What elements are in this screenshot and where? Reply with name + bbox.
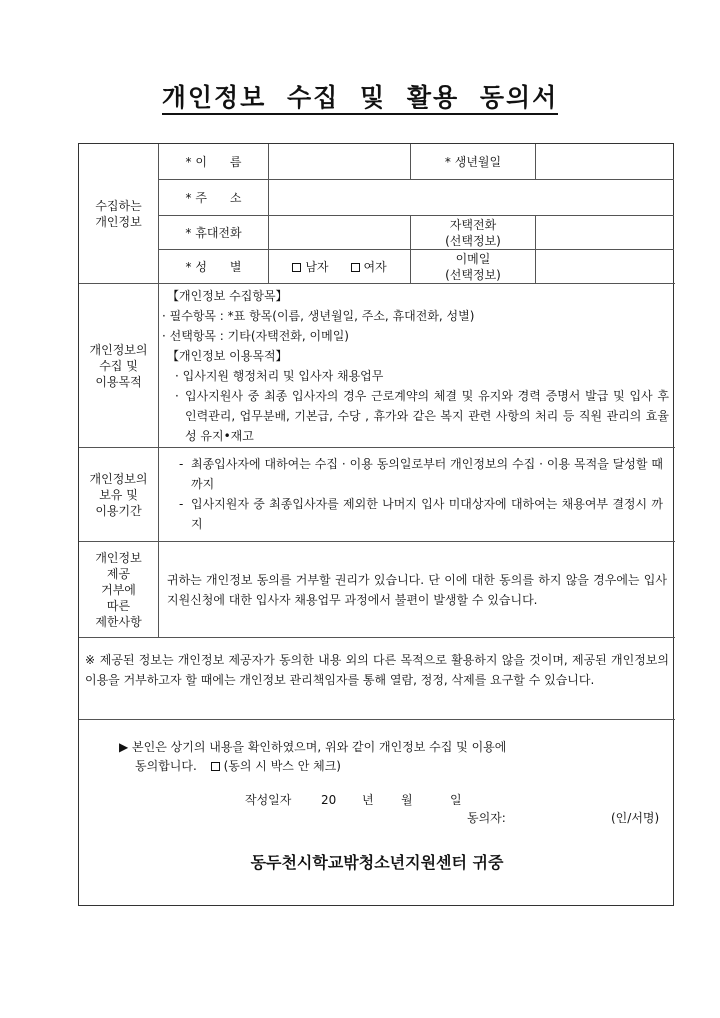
year-label: 년 (362, 793, 374, 807)
birthdate-label: * 생년월일 (444, 154, 502, 169)
purpose-line: · 필수항목 : *표 항목(이름, 생년월일, 주소, 휴대전화, 성별) (162, 309, 475, 323)
purpose-paragraph: 입사지원사 중 최종 입사자의 경우 근로계약의 체결 및 유지와 경력 증명서 발급 및 입사 후 인력관리, 업무분배, 기본급, 수당 , 휴가와 같은 복지 관련 사항의 처리 등 직원 관리의 효율성 유지•재고 (185, 389, 669, 443)
retention-dash: - (179, 497, 184, 511)
purpose-line: 【개인정보 수집항목】 (167, 289, 288, 303)
section-label-purpose: 개인정보의 수집 및 이용목적 (89, 342, 148, 389)
gender-label: * 성 별 (185, 259, 242, 274)
female-checkbox[interactable] (351, 263, 360, 272)
page-title (0, 78, 720, 114)
retention-item: 최종입사자에 대하여는 수집 · 이용 동의일로부터 개인정보의 수집 · 이용 목적을 달성할 때까지 (191, 457, 663, 491)
signer-label: 동의자: (467, 811, 506, 825)
consent-form (78, 143, 674, 906)
mobile-label: * 휴대전화 (185, 225, 242, 240)
section-label-refusal: 개인정보 제공 거부에 따른 제한사항 (95, 550, 142, 629)
seal-label: (인/서명) (611, 811, 660, 825)
consent-check-hint: (동의 시 박스 안 체크) (223, 759, 341, 773)
retention-item: 입사지원자 중 최종입사자를 제외한 나머지 입사 미대상자에 대하여는 채용여부 결정시 까지 (191, 497, 663, 531)
gender-options (269, 250, 410, 283)
notice-text: ※ 제공된 정보는 개인정보 제공자가 동의한 내용 외의 다른 목적으로 활용하지 않을 것이며, 제공된 개인정보의 이용을 거부하고자 할 때에는 개인정보 관리책임자를 통해 열람, 정정, 삭제를 요구할 수 있습니다. (85, 653, 669, 687)
purpose-line: · 선택항목 : 기타(자택전화, 이메일) (162, 329, 349, 343)
day-label: 일 (450, 793, 462, 807)
name-field[interactable] (269, 144, 410, 179)
section-divider (79, 283, 675, 284)
section-divider (79, 719, 675, 720)
retention-dash: - (179, 457, 184, 471)
section-divider (79, 447, 675, 448)
date-label: 작성일자 (245, 793, 292, 807)
address-field[interactable] (269, 180, 674, 215)
email-field[interactable] (536, 250, 674, 283)
home-phone-label: 자택전화 (선택정보) (445, 217, 501, 248)
year-prefix: 20 (321, 793, 337, 807)
male-checkbox[interactable] (292, 263, 301, 272)
organization-name: 동두천시학교밖청소년지원센터 귀중 (250, 853, 504, 872)
refusal-text: 귀하는 개인정보 동의를 거부할 권리가 있습니다. 단 이에 대한 동의를 하지 않을 경우에는 입사지원신청에 대한 입사자 채용업무 과정에서 불편이 발생할 수 있습니다. (167, 573, 667, 607)
home-phone-field[interactable] (536, 216, 674, 249)
female-label: 여자 (363, 259, 387, 274)
consent-agree-text: 동의합니다. (135, 759, 197, 773)
email-label: 이메일 (선택정보) (445, 251, 501, 282)
male-label: 남자 (305, 259, 329, 274)
purpose-line: 【개인정보 이용목적】 (167, 349, 288, 363)
consent-statement: ▶ 본인은 상기의 내용을 확인하였으며, 위와 같이 개인정보 수집 및 이용에 (119, 740, 507, 754)
section-divider (79, 637, 675, 638)
purpose-bullet: · (175, 389, 179, 403)
purpose-line: · 입사지원 행정처리 및 입사자 채용업무 (175, 369, 384, 383)
section-label-collected-info: 수집하는 개인정보 (95, 198, 142, 229)
male-option[interactable] (292, 259, 328, 275)
consent-checkbox[interactable] (211, 762, 220, 771)
month-label: 월 (401, 793, 413, 807)
mobile-field[interactable] (269, 216, 410, 249)
female-option[interactable] (351, 259, 387, 275)
section-label-retention: 개인정보의 보유 및 이용기간 (89, 471, 148, 518)
address-label: * 주 소 (185, 190, 242, 205)
name-label: * 이 름 (185, 154, 242, 169)
consent-statement-line2 (135, 756, 341, 776)
section-divider (79, 541, 675, 542)
birthdate-field[interactable] (536, 144, 674, 179)
title-text: 개인정보 수집 및 활용 동의서 (162, 83, 559, 115)
